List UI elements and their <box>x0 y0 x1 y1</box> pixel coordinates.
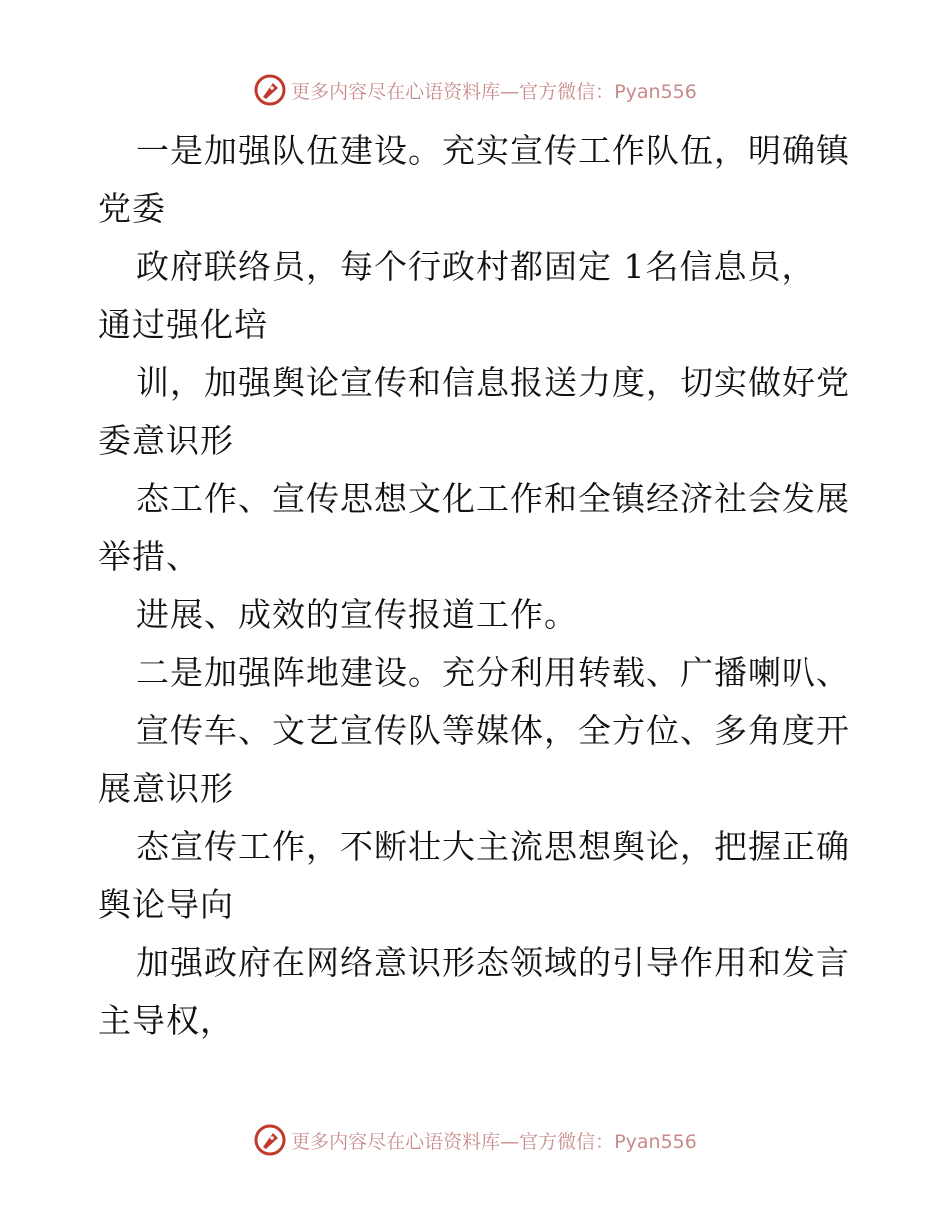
body-line: 展意识形 <box>98 769 234 808</box>
body-line: 训，加强舆论宣传和信息报送力度，切实做好党 <box>136 363 850 402</box>
body-line: 通过强化培 <box>98 305 268 344</box>
body-line: 进展、成效的宣传报道工作。 <box>136 595 578 634</box>
header-wechat-label: 官方微信： <box>519 80 615 103</box>
body-line: 一是加强队伍建设。充实宣传工作队伍，明确镇 <box>136 131 850 170</box>
header-main-text: 更多内容尽在心语资料库 <box>291 80 501 103</box>
body-line: 委意识形 <box>98 421 234 460</box>
footer-separator: — <box>500 1130 520 1153</box>
header-banner <box>0 70 950 110</box>
pen-nib-logo-icon <box>253 1123 287 1157</box>
body-line: 舆论导向 <box>98 885 234 924</box>
footer-wechat-label: 官方微信： <box>519 1130 615 1153</box>
body-line: 加强政府在网络意识形态领域的引导作用和发言 <box>136 943 850 982</box>
footer-text <box>291 1127 697 1154</box>
header-text <box>291 77 697 104</box>
body-line: 二是加强阵地建设。充分利用转载、广播喇叭、 <box>136 653 850 692</box>
body-line: 态宣传工作，不断壮大主流思想舆论，把握正确 <box>136 827 850 866</box>
footer-banner <box>0 1120 950 1160</box>
document-body <box>98 122 868 1050</box>
header-wechat-id: Pyan556 <box>614 80 697 103</box>
body-line: 政府联络员，每个行政村都固定 1名信息员， <box>136 247 816 286</box>
body-line: 党委 <box>98 189 166 228</box>
body-line: 主导权， <box>98 1001 234 1040</box>
footer-main-text: 更多内容尽在心语资料库 <box>291 1130 501 1153</box>
body-line: 举措、 <box>98 537 200 576</box>
body-line: 宣传车、文艺宣传队等媒体，全方位、多角度开 <box>136 711 850 750</box>
pen-nib-logo-icon <box>253 73 287 107</box>
body-line: 态工作、宣传思想文化工作和全镇经济社会发展 <box>136 479 850 518</box>
header-separator: — <box>500 80 520 103</box>
footer-wechat-id: Pyan556 <box>614 1130 697 1153</box>
